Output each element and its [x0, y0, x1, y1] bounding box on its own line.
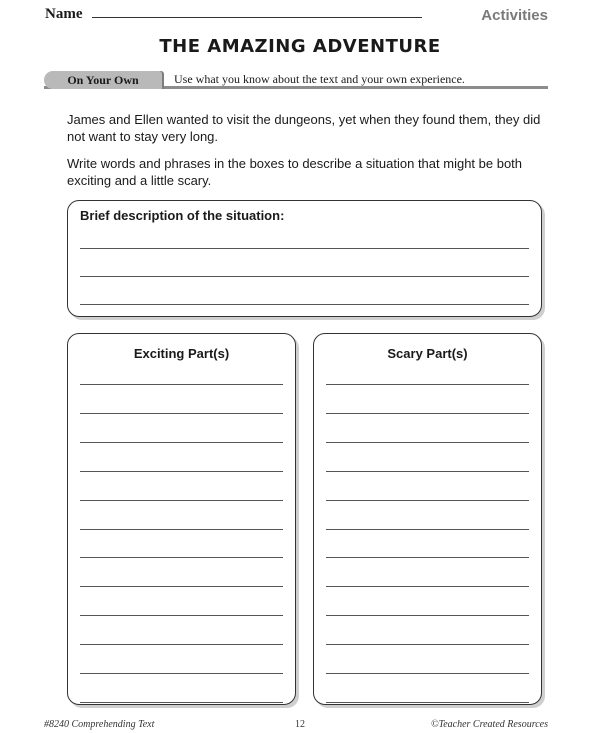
writing-line[interactable] [80, 644, 283, 645]
name-label: Name [45, 6, 83, 22]
scary-parts-box [313, 333, 542, 705]
writing-line[interactable] [326, 529, 529, 530]
writing-line[interactable] [80, 615, 283, 616]
writing-line[interactable] [80, 586, 283, 587]
footer-copyright: ©Teacher Created Resources [430, 719, 548, 730]
on-your-own-tab: On Your Own [44, 71, 162, 89]
writing-line[interactable] [80, 442, 283, 443]
writing-line[interactable] [326, 702, 529, 703]
on-your-own-bar [44, 71, 548, 89]
writing-line[interactable] [326, 673, 529, 674]
writing-line[interactable] [326, 471, 529, 472]
writing-line[interactable] [80, 529, 283, 530]
writing-line[interactable] [80, 471, 283, 472]
writing-line[interactable] [80, 384, 283, 385]
on-your-own-instruction: Use what you know about the text and your own experience. [174, 72, 465, 86]
story-paragraph: James and Ellen wanted to visit the dungeons, yet when they found them, they did not want to stay very long. [67, 112, 541, 144]
writing-line[interactable] [80, 276, 529, 277]
brief-description-box [67, 200, 542, 317]
writing-line[interactable] [326, 384, 529, 385]
footer-publication: #8240 Comprehending Text [44, 719, 155, 730]
writing-line[interactable] [326, 644, 529, 645]
scary-parts-heading: Scary Part(s) [387, 346, 468, 361]
writing-line[interactable] [326, 557, 529, 558]
writing-line[interactable] [326, 500, 529, 501]
writing-line[interactable] [80, 673, 283, 674]
footer-page-number: 12 [295, 719, 305, 730]
exciting-parts-heading: Exciting Part(s) [133, 346, 230, 361]
writing-line[interactable] [80, 413, 283, 414]
writing-line[interactable] [326, 586, 529, 587]
writing-line[interactable] [326, 615, 529, 616]
name-writing-line[interactable] [92, 17, 422, 18]
writing-line[interactable] [80, 500, 283, 501]
exciting-parts-box [67, 333, 296, 705]
writing-line[interactable] [326, 413, 529, 414]
section-label: Activities [481, 7, 548, 24]
writing-line[interactable] [80, 304, 529, 305]
writing-line[interactable] [80, 702, 283, 703]
task-paragraph: Write words and phrases in the boxes to describe a situation that might be both exciting and a little scary. [67, 156, 523, 188]
page-title: THE AMAZING ADVENTURE [159, 36, 441, 57]
brief-description-heading: Brief description of the situation: [80, 208, 285, 223]
writing-line[interactable] [80, 557, 283, 558]
writing-line[interactable] [80, 248, 529, 249]
writing-line[interactable] [326, 442, 529, 443]
